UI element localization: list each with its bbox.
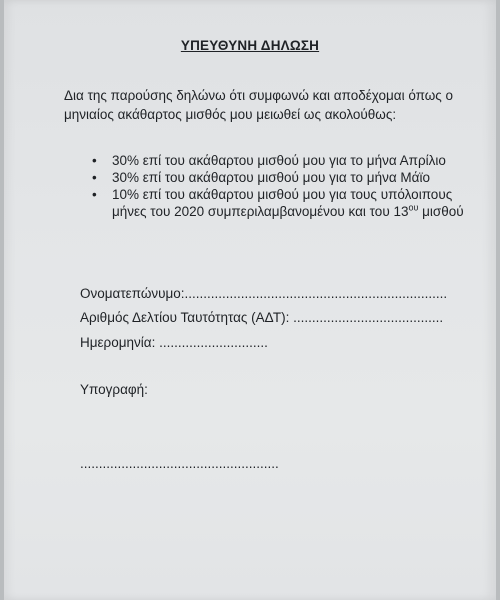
signature-label: Υπογραφή: bbox=[80, 382, 148, 397]
list-item bbox=[92, 152, 482, 169]
bullet-text-april: 30% επί του ακάθαρτου μισθού μου για το μήνα Απρίλιο bbox=[112, 153, 446, 168]
bullet-text-may: 30% επί του ακάθαρτου μισθού μου για το μήνα Μάϊο bbox=[112, 170, 430, 185]
full-name-field: Ονοματεπώνυμο:...................................................................... bbox=[80, 286, 448, 301]
list-item bbox=[92, 186, 482, 220]
bullet-suffix: μισθού bbox=[418, 204, 464, 219]
signature-line: ..................................................... bbox=[80, 456, 279, 471]
date-field: Ημερομηνία: ............................. bbox=[80, 335, 268, 350]
document-page bbox=[4, 0, 496, 600]
salary-reduction-list bbox=[92, 152, 482, 220]
id-card-field: Αριθμός Δελτίου Ταυτότητας (ΑΔΤ): ........................................ bbox=[80, 310, 444, 325]
document-title: ΥΠΕΥΘΥΝΗ ΔΗΛΩΣΗ bbox=[180, 38, 320, 53]
bullet-text-remaining: 10% επί του ακάθαρτου μισθού μου για τους υπόλοιπους μήνες του 2020 συμπεριλαμβανομένου και του 13 bbox=[112, 187, 453, 219]
declaration-intro: Δια της παρούσης δηλώνω ότι συμφωνώ και αποδέχομαι όπως ο μηνιαίος ακάθαρτος μισθός μου μειωθεί ως ακολούθως: bbox=[64, 88, 454, 122]
ordinal-superscript: ου bbox=[408, 202, 419, 213]
list-item bbox=[92, 169, 482, 186]
